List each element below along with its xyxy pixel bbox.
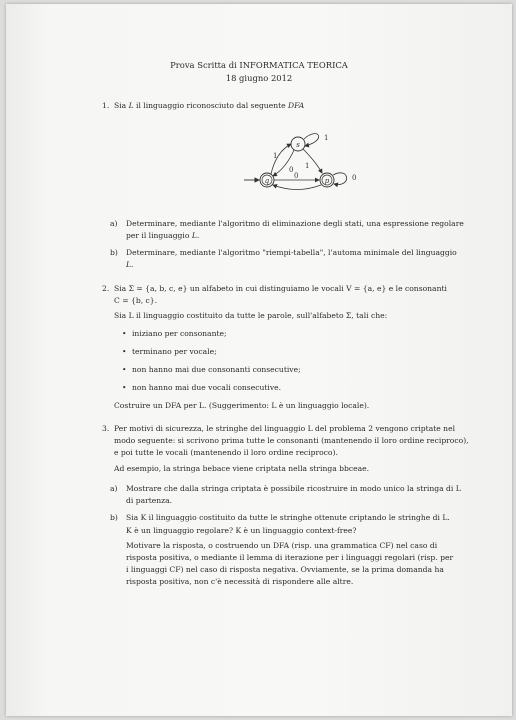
label-q-to-p: 0 <box>294 172 299 180</box>
q2-closing: Costruire un DFA per L. (Suggerimento: L è un linguaggio locale). <box>114 401 370 410</box>
q3-line2: modo seguente: si scrivono prima tutte le consonanti (mantenendo il loro ordine reciproco), <box>114 436 469 445</box>
q3b-label: b) <box>110 513 118 522</box>
edge-p-to-q <box>273 185 321 190</box>
q3b-line2: K è un linguaggio regolare? K è un linguaggio context-free? <box>126 526 357 535</box>
q1b-label: b) <box>110 248 118 257</box>
label-p-loop: 0 <box>352 174 357 182</box>
q3a-line2: di partenza. <box>126 496 173 505</box>
q1b-line1: Determinare, mediante l'algoritmo "riempi-tabella", l'automa minimale del linguaggio <box>126 248 457 257</box>
q2-number: 2. <box>102 284 110 293</box>
exam-title: Prova Scritta di INFORMATICA TEORICA <box>170 60 348 70</box>
q3b-line6: risposta positiva, non c'è necessità di rispondere alle altre. <box>126 577 354 586</box>
state-p <box>320 173 334 187</box>
q2-intro: Sia L il linguaggio costituito da tutte le parole, sull'alfabeto Σ, tali che: <box>114 311 388 320</box>
bullet-icon: • <box>122 365 127 374</box>
q3a-line1: Mostrare che dalla stringa criptata è possibile ricostruire in modo unico la stringa di L <box>126 484 461 493</box>
label-q-to-s: 1 <box>273 152 278 160</box>
state-q-label: q <box>264 177 270 185</box>
bullet-icon: • <box>122 347 127 356</box>
q3b-line5: i linguaggi CF) nel caso di risposta negativa. Ovviamente, se la prima domanda ha <box>126 565 444 574</box>
q2-line2: C = {b, c}. <box>114 296 158 305</box>
label-s-loop: 1 <box>324 134 329 142</box>
q3a-label: a) <box>110 484 118 493</box>
bullet-icon: • <box>122 383 127 392</box>
q2-bullet-2: terminano per vocale; <box>132 347 217 356</box>
label-p-to-q: 1 <box>305 162 310 170</box>
q1a-label: a) <box>110 219 118 228</box>
q3-number: 3. <box>102 424 110 433</box>
state-s-label: s <box>296 141 300 149</box>
exam-sheet <box>6 4 512 716</box>
q2-line1: Sia Σ = {a, b, c, e} un alfabeto in cui distinguiamo le vocali V = {a, e} e le consonanti <box>114 284 447 293</box>
state-s <box>291 137 305 151</box>
q2-bullet-4: non hanno mai due vocali consecutive. <box>132 383 282 392</box>
q1a-line1: Determinare, mediante l'algoritmo di eliminazione degli stati, una espressione regolare <box>126 219 464 228</box>
q2-bullet-1: iniziano per consonante; <box>132 329 227 338</box>
q3-line3: e poi tutte le vocali (mantenendo il loro ordine reciproco). <box>114 448 338 457</box>
bullet-icon: • <box>122 329 127 338</box>
exam-date: 18 giugno 2012 <box>225 73 293 83</box>
q3-line1: Per motivi di sicurezza, le stringhe del linguaggio L del problema 2 vengono criptate nel <box>114 424 455 433</box>
q1-number: 1. <box>102 101 110 110</box>
q3b-line4: risposta positiva, o mediante il lemma di iterazione per i linguaggi regolari (risp. per <box>126 553 454 562</box>
state-p-label: p <box>324 177 330 185</box>
loop-p <box>333 173 347 185</box>
state-q <box>260 173 274 187</box>
q1b-line2: L. <box>126 260 134 269</box>
loop-s <box>304 134 319 146</box>
q3-example: Ad esempio, la stringa bebace viene criptata nella stringa bbceae. <box>114 464 370 473</box>
q2-bullet-3: non hanno mai due consonanti consecutive; <box>132 365 301 374</box>
q1-statement: Sia L il linguaggio riconosciuto dal seguente DFA <box>114 101 305 110</box>
q3b-line3: Motivare la risposta, o costruendo un DFA (risp. una grammatica CF) nel caso di <box>126 541 438 550</box>
q3b-line1: Sia K il linguaggio costituito da tutte le stringhe ottenute criptando le stringhe di L. <box>126 513 450 522</box>
q1a-line2: per il linguaggio L. <box>126 231 200 240</box>
dfa-diagram <box>238 124 378 198</box>
label-s-to-q: 0 <box>289 166 294 174</box>
